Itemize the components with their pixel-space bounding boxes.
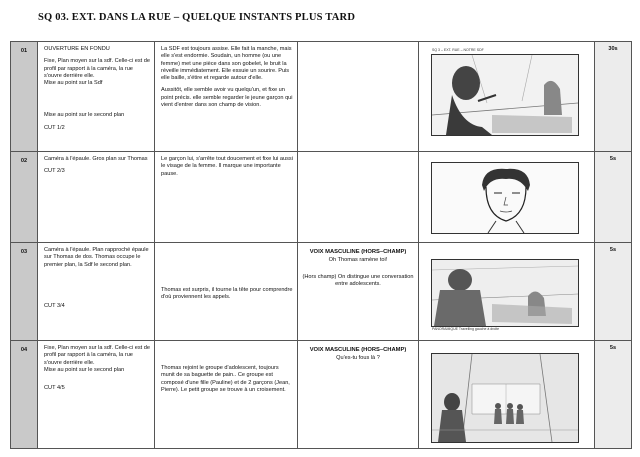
sketch-street-crossing [432,354,578,442]
action-text: Aussitôt, elle semble avoir vu quelqu'un, et fixe un point précis. elle semble regarder le jeune garçon qui vient d'entrer dans son champ de vision. [161,87,293,108]
cut-label: CUT 2/3 [44,168,65,175]
sound-cell [298,341,419,449]
camera-note: Fixe, Plan moyen sur la sdf. Celle-ci est de profil par rapport à la caméra, la rue s'ouvre derrière elle. Mise au point sur le second plan [44,345,151,373]
action-text: Thomas rejoint le groupe d'adolescent, toujours munit de sa baguette de pain.. Ce groupe est composé d'une fille (Pauline) et de 2 garçons (Jean, Pierre). Le petit groupe se trouve à un croisement. [161,365,290,393]
duration: 5s [595,152,632,243]
cut-label: CUT 1/2 [44,124,65,131]
action-cell [155,42,298,152]
duration: 5s [595,341,632,449]
camera-note: Caméra à l'épaule. Plan rapproché épaule sur Thomas de dos. Thomas occupe le premier plan, la Sdf le second plan. [44,247,149,268]
action-text: Thomas est surpris, il tourne la tête pour comprendre d'où proviennent les appels. [161,287,293,301]
sound-speaker: VOIX MASCULINE (HORS–CHAMP) [309,249,407,255]
duration: 5s [595,243,632,341]
sound-cell [298,152,419,243]
duration: 30s [595,42,632,152]
frame-caption: PANORAMIQUE Travelling gauche à droite [432,327,500,331]
sketch-woman-sitting [432,55,578,135]
image-cell [419,341,595,449]
camera-cell [38,152,155,243]
camera-note: Fixe, Plan moyen sur la sdf. Celle-ci est de profil par rapport à la caméra, la rue s'ouvre derrière elle. Mise au point sur la Sdf [44,58,151,87]
image-cell [419,243,595,341]
storyboard-frame [431,259,579,327]
sketch-thomas-closeup [432,163,578,233]
camera-heading: OUVERTURE EN FONDU [44,46,110,52]
action-cell [155,341,298,449]
shot-row [11,152,632,243]
sound-line: Qu'es-tu fous là ? [336,354,380,361]
storyboard-frame [431,162,579,234]
storyboard-frame [431,353,579,443]
page-title: SQ 03. EXT. DANS LA RUE – QUELQUE INSTANTS PLUS TARD [38,12,356,23]
shot-number: 02 [11,152,38,243]
sound-cell [298,42,419,152]
shot-row [11,341,632,449]
storyboard-table [10,41,632,449]
sketch-street-back [432,260,578,326]
shot-number: 04 [11,341,38,449]
shot-number: 01 [11,42,38,152]
frame-caption: SQ 3 – EXT. RUE – NOTRE SDF [432,48,484,52]
sound-speaker: VOIX MASCULINE (HORS–CHAMP) [309,347,407,353]
camera-note: Caméra à l'épaule. Gros plan sur Thomas [44,156,148,162]
action-text: La SDF est toujours assise. Elle fait la manche, mais elle s'est endormie. Soudain, un homme (ou une femme) met une pièce dans son gobelet, le bruit la réveille immédiatement. Elle essuie un sourire. Puis elle baille, s'étire et regarde autour d'elle. [161,46,292,82]
sound-line: (Hors champ) On distingue une conversation entre adolescents. [302,273,414,288]
shot-number: 03 [11,243,38,341]
cut-label: CUT 4/5 [44,385,65,391]
camera-note: Mise au point sur le second plan [44,112,125,119]
shot-row [11,243,632,341]
cut-label: CUT 3/4 [44,303,65,309]
shot-row [11,42,632,152]
sound-line: Oh Thomas ramène toi! [328,256,388,263]
image-cell [419,42,595,152]
camera-cell [38,42,155,152]
action-cell [155,243,298,341]
storyboard-frame [431,54,579,136]
action-cell [155,152,298,243]
sound-cell [298,243,419,341]
camera-cell [38,341,155,449]
image-cell [419,152,595,243]
camera-cell [38,243,155,341]
action-text: Le garçon lui, s'arrête tout doucement et fixe lui aussi le visage de la femme. Il marque une importante pause. [161,156,293,177]
